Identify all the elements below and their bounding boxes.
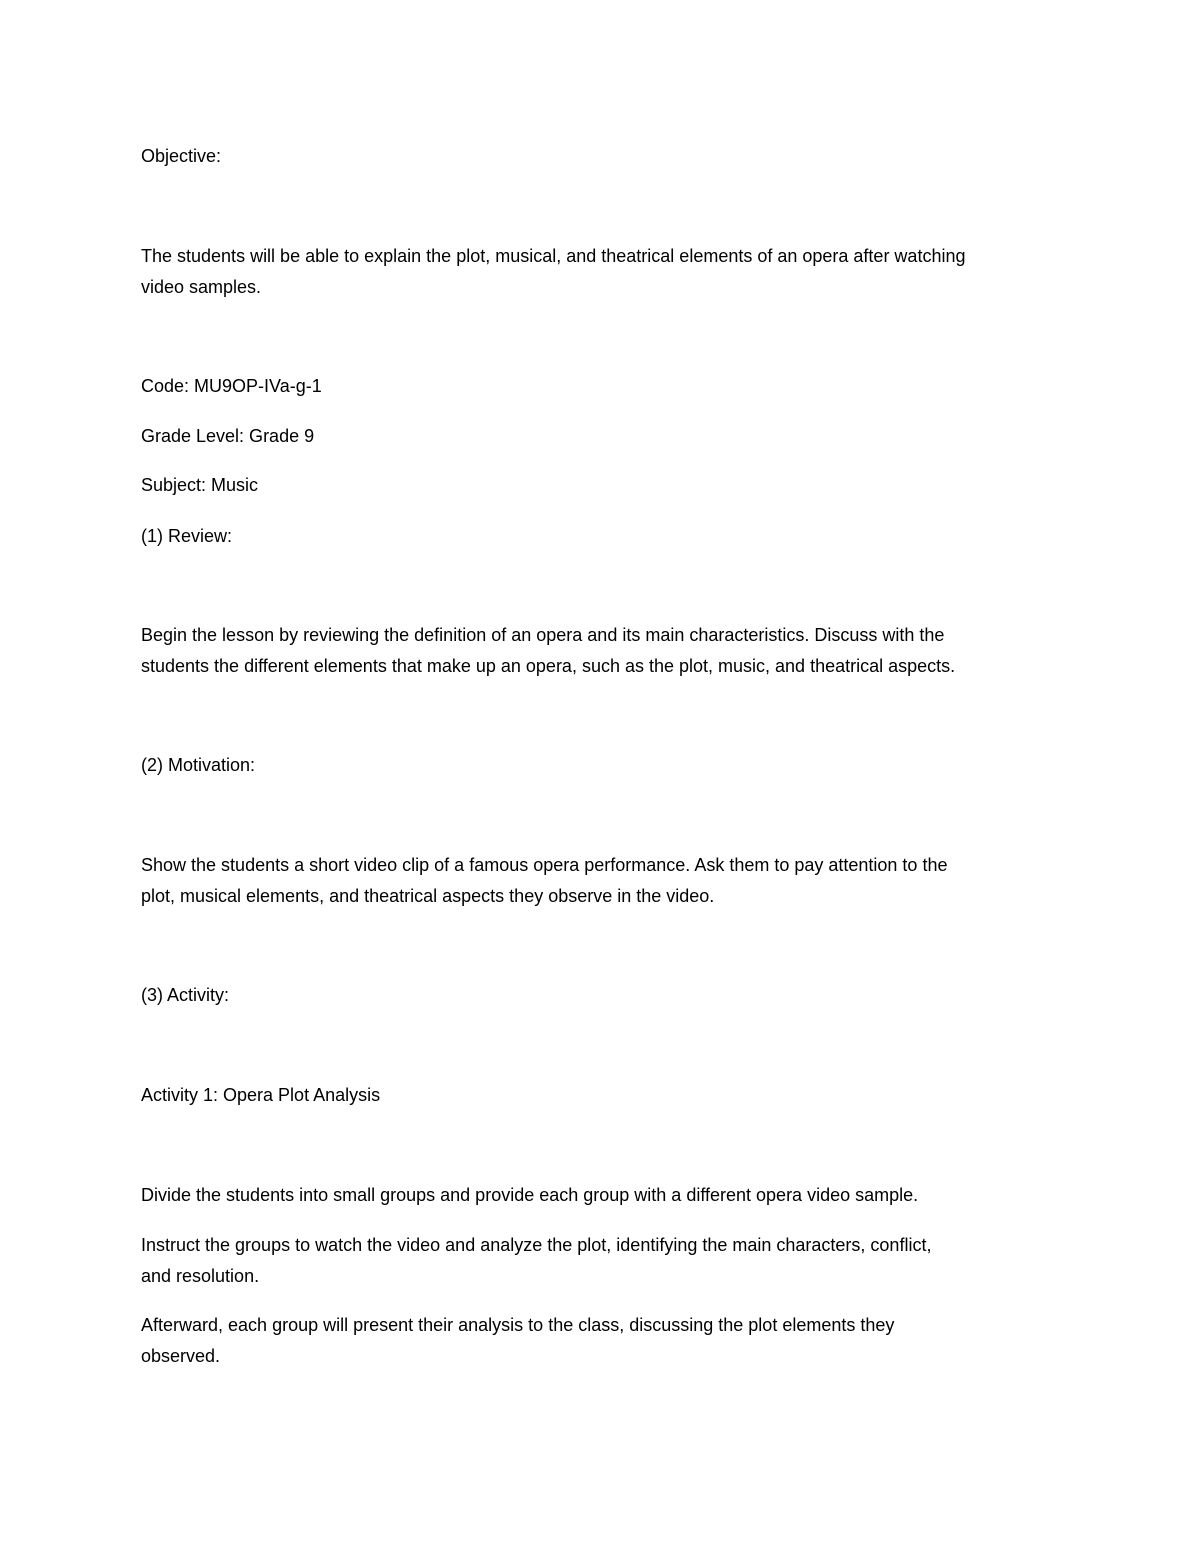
motivation-text-line-1: Show the students a short video clip of a famous opera performance. Ask them to pay attention to the xyxy=(141,855,948,875)
grade-level-line: Grade Level: Grade 9 xyxy=(141,426,315,446)
motivation-text-line-2: plot, musical elements, and theatrical aspects they observe in the video. xyxy=(141,886,715,906)
code-line: Code: MU9OP-IVa-g-1 xyxy=(141,376,322,396)
motivation-heading: (2) Motivation: xyxy=(141,755,256,775)
activity1-step1: Divide the students into small groups and provide each group with a different opera video sample. xyxy=(141,1185,919,1205)
objective-heading: Objective: xyxy=(141,146,222,166)
review-text-line-2: students the different elements that make up an opera, such as the plot, music, and theatrical aspects. xyxy=(141,656,956,676)
review-text-line-1: Begin the lesson by reviewing the definition of an opera and its main characteristics. Discuss with the xyxy=(141,625,945,645)
activity1-step2-line-2: and resolution. xyxy=(141,1266,260,1286)
review-heading: (1) Review: xyxy=(141,526,233,546)
objective-text-line-2: video samples. xyxy=(141,277,262,297)
activity-heading: (3) Activity: xyxy=(141,985,230,1005)
activity1-step3-line-1: Afterward, each group will present their analysis to the class, discussing the plot elements they xyxy=(141,1315,895,1335)
activity1-step2-line-1: Instruct the groups to watch the video and analyze the plot, identifying the main characters, conflict, xyxy=(141,1235,932,1255)
subject-line: Subject: Music xyxy=(141,475,259,495)
activity1-step3-line-2: observed. xyxy=(141,1346,221,1366)
objective-text-line-1: The students will be able to explain the plot, musical, and theatrical elements of an opera after watching xyxy=(141,246,966,266)
activity1-title: Activity 1: Opera Plot Analysis xyxy=(141,1085,381,1105)
